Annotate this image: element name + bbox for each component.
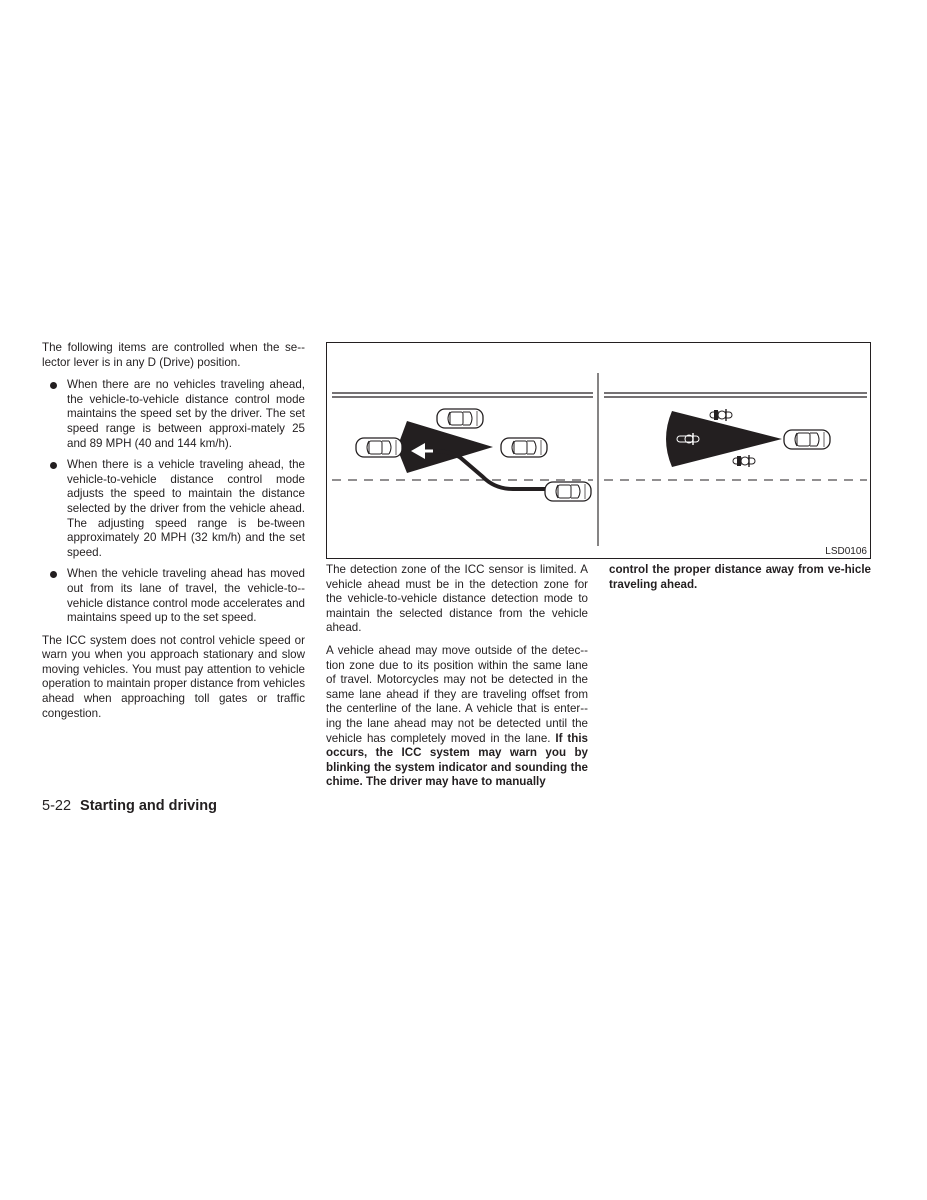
bullet-icon (50, 571, 57, 578)
figure-code: LSD0106 (825, 546, 867, 557)
right-panel-scene (604, 393, 867, 480)
left-panel-scene (332, 393, 593, 501)
controlled-items-list (42, 378, 305, 626)
detection-zone-shape (397, 421, 493, 473)
car-icon (501, 438, 547, 457)
right-column (609, 563, 871, 600)
car-icon (437, 409, 483, 428)
own-car-icon (784, 430, 830, 449)
page-footer (42, 798, 217, 814)
warning-continuation: control the proper distance away from ve-hicle traveling ahead. (609, 563, 871, 591)
warning-text: If this occurs, the ICC system may warn you by blinking the system indicator and sounding the chime. The driver may have to manually (326, 731, 588, 789)
motorcycle-icon (710, 409, 732, 421)
middle-column (326, 563, 588, 798)
detection-zone-illustration (327, 343, 872, 560)
own-car-icon (356, 438, 402, 457)
detection-zone-paragraph: The detection zone of the ICC sensor is limited. A vehicle ahead must be in the detection zone for the vehicle-to-vehicle distance detection mode to maintain the selected distance from the vehicle ahead. (326, 563, 588, 635)
page-number: 5-22 (42, 798, 72, 814)
car-icon (545, 482, 591, 501)
list-item: When there are no vehicles traveling ahead, the vehicle-to-vehicle distance control mode maintains the speed set by the driver. The set speed range is between approxi-mately 25 and 89 MPH (40 and 144 km/h). (42, 378, 305, 451)
detection-zone-figure (326, 342, 871, 559)
icc-warning-paragraph: The ICC system does not control vehicle speed or warn you when you approach stationary and slow moving vehicles. You must pay attention to vehicle operation to maintain proper distance from vehicles ahead when approaching toll gates or traffic congestion. (42, 633, 305, 720)
left-column (42, 341, 305, 729)
vehicle-outside-zone-paragraph: A vehicle ahead may move outside of the detec-tion zone due to its position within the same lane of travel. Motorcycles may not be detected in the same lane ahead if they are traveling offset from the centerline of the lane. A vehicle that is enter-ing the lane ahead may not be detected until the vehicle has completely moved in the lane. If this occurs, the ICC system may warn you by blinking the system indicator and sounding the chime. The driver may have to manually (326, 643, 588, 789)
intro-paragraph: The following items are controlled when the se-lector lever is in any D (Drive) position. (42, 341, 305, 369)
detection-zone-shape (666, 411, 782, 467)
section-title: Starting and driving (80, 798, 217, 814)
bullet-icon (50, 382, 57, 389)
motorcycle-icon (733, 455, 755, 467)
list-item: When there is a vehicle traveling ahead, the vehicle-to-vehicle distance control mode adjusts the speed to maintain the distance selected by the driver from the vehicle ahead. The adjusting speed range is be-tween approximately 20 MPH (32 km/h) and the set speed. (42, 458, 305, 560)
bullet-icon (50, 462, 57, 469)
list-item: When the vehicle traveling ahead has moved out from its lane of travel, the vehicle-to-vehicle distance control mode accelerates and maintains speed up to the set speed. (42, 567, 305, 625)
